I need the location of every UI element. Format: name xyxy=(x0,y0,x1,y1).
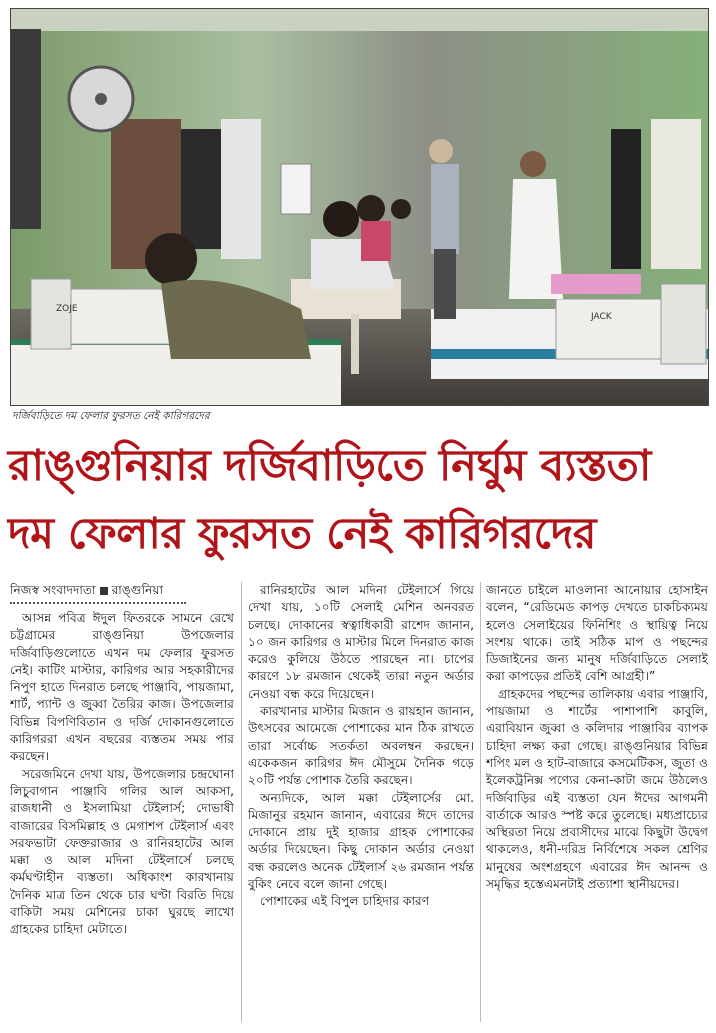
byline-reporter: নিজস্ব সংবাদদাতা xyxy=(10,583,96,597)
paragraph: গ্রাহকদের পছন্দের তালিকায় এবার পাঞ্জাবি, পায়জামা ও শার্টের পাশাপাশি কাবুলি, এরাবিয়ান জুব্বা ও কলিদার পাঞ্জাবির ব্যাপক চাহিদা লক্ষ্য করা গেছে। রাঙ্গুনিয়ার বিভিন্ন শপিং মল ও হাট-বাজারে কসমেটিকস, জুতা ও ইলেকট্রনিক্স পণ্যের কেনা-কাটা জমে উঠলেও দর্জিবাড়ির এই ব্যস্ততা যেন ঈদের আগমনী বার্তাকে আরও স্পষ্ট করে তুলেছে। মধ্যপ্রাচ্যের অস্থিরতা নিয়ে প্রবাসীদের মাঝে কিছুটা উদ্বেগ থাকলেও, ধনী-দরিদ্র নির্বিশেষে সকল শ্রেণির মানুষের অংশগ্রহণে এবারের ঈদ আনন্দ ও সমৃদ্ধির হস্তেএমনটাই প্রত্যাশা স্থানীয়দের। xyxy=(486,686,708,892)
separator-square-icon xyxy=(100,587,108,595)
paragraph: সরেজমিনে দেখা যায়, উপজেলার চন্দ্রঘোনা লিচুবাগান পাঞ্জাবি গলির আল আকসা, রাজধানী ও ইসলামিয়া টেইলার্স; দোভাষী বাজারের বিসমিল্লাহ ও মেগাশপ টেইলার্স এবং সরফভাটা ফেক্তরাজার ও রানিরহাটের আল মক্কা ও আল মদিনা টেইলার্সে চলছে কর্মঘণ্টাহীন ব্যস্ততা। অধিকাংশ কারখানায় দৈনিক মাত্র তিন থেকে চার ঘণ্টা বিরতি দিয়ে বাকিটা সময় মেশিনের চাকা ঘুরছে লাখো গ্রাহকের চাহিদা মেটাতে। xyxy=(10,766,234,937)
paragraph: রানিরহাটের আল মদিনা টেইলার্সে গিয়ে দেখা যায়, ১০টি সেলাই মেশিন অনবরত চলছে। দোকানের স্বত্বাধিকারী রাশেদ জানান, ১০ জন কারিগর ও মাস্টার মিলে দিনরাত কাজ করেও কুলিয়ে উঠতে পারছেন না। চাপের কারণে ১৮ রমজান থেকেই তারা নতুন অর্ডার নেওয়া বন্ধ করে দিয়েছেন। xyxy=(248,583,474,701)
headline-line-2: দম ফেলার ফুরসত নেই কারিগরদের xyxy=(8,509,596,559)
byline-divider xyxy=(10,602,186,604)
byline xyxy=(10,582,234,599)
byline-location: রাঙ্গুনিয়া xyxy=(111,583,164,597)
paragraph: পোশাকের এই বিপুল চাহিদার কারণ xyxy=(260,894,430,909)
article-body xyxy=(10,582,708,1028)
paragraph: জানতে চাইলে মাওলানা আনোয়ার হোসাইন বলেন, “রেডিমেড কাপড় দেখতে চাকচিক্যময় হলেও সেলাইয়ের ফিনিশিং ও স্থায়িত্ব নিয়ে সংশয় থাকে। তাই সঠিক মাপ ও পছন্দের ডিজাইনের জন্য মানুষ দর্জিবাড়িতে সেলাই করা কাপড়ের প্রতিই বেশি আগ্রহী।” xyxy=(486,583,708,684)
article-column-2 xyxy=(248,582,474,1028)
machine-brand-right: JACK xyxy=(591,312,612,322)
article-photo xyxy=(10,8,709,406)
photo-caption: দর্জিবাড়িতে দম ফেলার ফুরসত নেই কারিগরদের xyxy=(12,410,210,422)
article-column-3 xyxy=(486,582,708,1028)
tailoring-workshop-illustration xyxy=(11,9,708,405)
column-divider xyxy=(241,582,242,1022)
paragraph: কারখানার মাস্টার মিজান ও রায়হান জানান, উৎসবের আমেজে পোশাকের মান ঠিক রাখতে তারা সর্বোচ্চ সতর্কতা অবলম্বন করছেন। একেকজন কারিগর ঈদ মৌসুমে দৈনিক গড়ে ২০টি পর্যন্ত পোশাক তৈরি করছেন। xyxy=(248,704,474,788)
paragraph: আসন্ন পবিত্র ঈদুল ফিতরকে সামনে রেখে চট্টগ্রামের রাঙ্গুনিয়া উপজেলার দর্জিবাড়িগুলোতে এখন দম ফেলার ফুরসত নেই। কাটিং মাস্টার, কারিগর আর সহকারীদের নিপুণ হাতে দিনরাত চলছে পাঞ্জাবি, পায়জামা, শার্ট, প্যান্ট ও জুব্বা তৈরির কাজ। উপজেলার বিভিন্ন বিপণিবিতান ও দর্জি দোকানগুলোতে কারিগররা এখন বছরের ব্যস্ততম সময় পার করছেন। xyxy=(10,611,234,764)
machine-brand-left: ZOJE xyxy=(56,304,78,314)
paragraph: অন্যদিকে, আল মক্কা টেইলার্সের মো. মিজানুর রহমান জানান, এবারের ঈদে তাদের দোকানে প্রায় দুই হাজার গ্রাহক পোশাকের অর্ডার দিয়েছেন। কিছু দোকান অর্ডার নেওয়া বন্ধ করলেও অনেক টেইলার্স ২৬ রমজান পর্যন্ত বুকিং নেবে বলে জানা গেছে। xyxy=(248,790,474,892)
headline-line-1: রাঙ্গুনিয়ার দর্জিবাড়িতে নির্ঘুম ব্যস্ততা xyxy=(8,441,651,491)
headline xyxy=(8,432,708,568)
column-divider xyxy=(480,582,481,1022)
article-column-1 xyxy=(10,582,234,1028)
